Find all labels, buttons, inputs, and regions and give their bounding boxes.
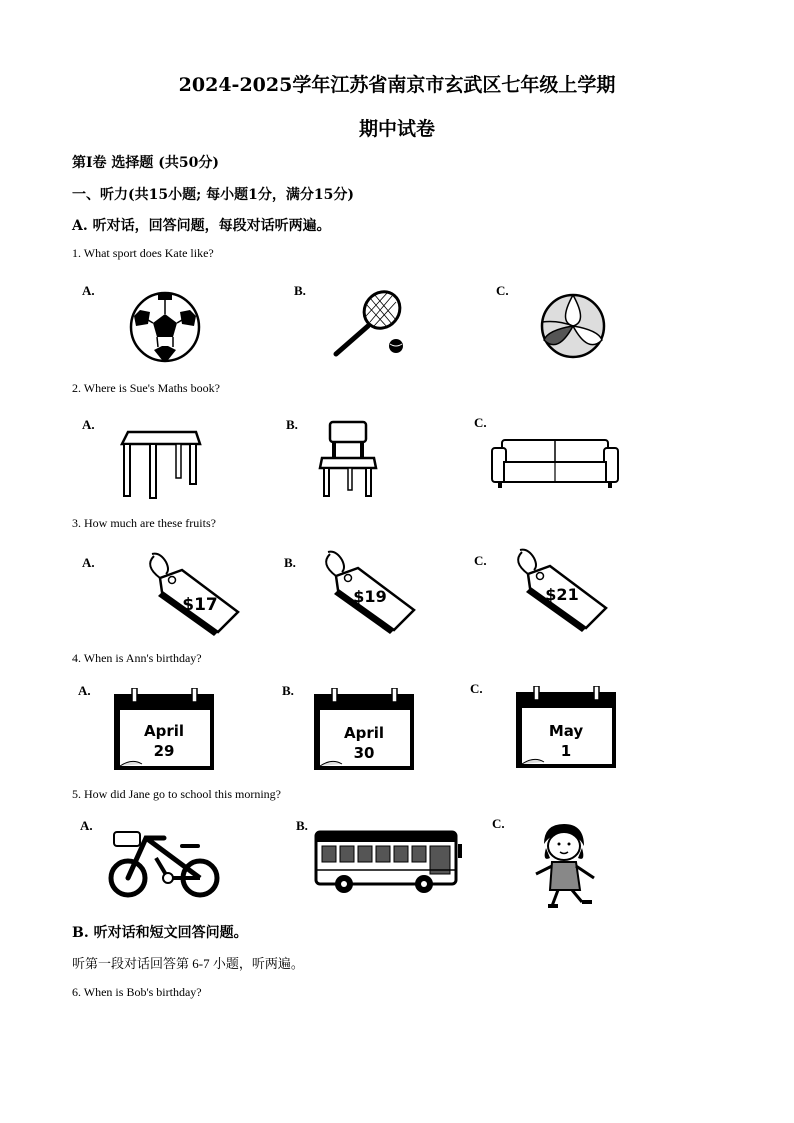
- calendar-b-day: 30: [353, 744, 375, 762]
- section-heading-listening: 一、听力(共15小题; 每小题1分，满分15分): [72, 187, 354, 203]
- q2-option-c[interactable]: C.: [474, 415, 487, 430]
- calendar-b-month: April: [343, 724, 385, 742]
- volleyball-icon: [538, 292, 608, 360]
- q4-option-b[interactable]: B.: [282, 683, 294, 698]
- section-b-heading: B. 听对话和短文回答问题。: [72, 925, 248, 941]
- calendar-c-day: 1: [560, 742, 572, 760]
- section-a-heading: A. 听对话，回答问题，每段对话听两遍。: [72, 218, 331, 234]
- question-3: 3. How much are these fruits?: [72, 516, 216, 530]
- question-1: 1. What sport does Kate like?: [72, 246, 214, 260]
- q5-option-b[interactable]: B.: [296, 818, 308, 833]
- q4-option-a[interactable]: A.: [78, 683, 91, 698]
- price-c: $21: [545, 585, 579, 604]
- title-line-2: 期中试卷: [358, 118, 435, 140]
- question-4: 4. When is Ann's birthday?: [72, 651, 202, 665]
- price-tag-c: [510, 548, 610, 632]
- price-tag-a: [142, 552, 242, 636]
- question-2: 2. Where is Sue's Maths book?: [72, 381, 220, 395]
- calendar-c: [514, 686, 618, 770]
- price-b: $19: [353, 587, 387, 606]
- walking-girl-icon: [530, 822, 610, 910]
- calendar-c-month: May: [548, 722, 584, 740]
- calendar-a-month: April: [143, 722, 185, 740]
- calendar-b: [312, 688, 416, 772]
- price-a: $17: [182, 595, 218, 615]
- bicycle-icon: [106, 828, 224, 900]
- q2-option-a[interactable]: A.: [82, 417, 95, 432]
- question-5: 5. How did Jane go to school this morning?: [72, 787, 281, 801]
- question-6: 6. When is Bob's birthday?: [72, 985, 202, 999]
- q1-option-c[interactable]: C.: [496, 283, 509, 298]
- q2-option-b[interactable]: B.: [286, 417, 298, 432]
- q1-option-b[interactable]: B.: [294, 283, 306, 298]
- q5-option-a[interactable]: A.: [80, 818, 93, 833]
- title-line-1: 2024-2025学年江苏省南京市玄武区七年级上学期: [178, 74, 616, 96]
- q3-option-a[interactable]: A.: [82, 555, 95, 570]
- price-tag-b: [318, 550, 418, 634]
- calendar-a-day: 29: [153, 742, 175, 760]
- sofa-icon: [490, 436, 620, 490]
- soccer-ball-icon: [128, 290, 202, 364]
- table-icon: [116, 428, 202, 500]
- calendar-a: [112, 688, 216, 772]
- section-b-instruction: 听第一段对话回答第 6-7 小题，听两遍。: [72, 956, 304, 971]
- q3-option-b[interactable]: B.: [284, 555, 296, 570]
- q4-option-c[interactable]: C.: [470, 681, 483, 696]
- q1-option-a[interactable]: A.: [82, 283, 95, 298]
- q3-option-c[interactable]: C.: [474, 553, 487, 568]
- chair-icon: [316, 418, 380, 500]
- q5-option-c[interactable]: C.: [492, 816, 505, 831]
- tennis-racket-icon: [330, 288, 410, 360]
- bus-icon: [312, 828, 466, 896]
- part-heading: 第Ⅰ卷 选择题 (共50分): [72, 155, 220, 171]
